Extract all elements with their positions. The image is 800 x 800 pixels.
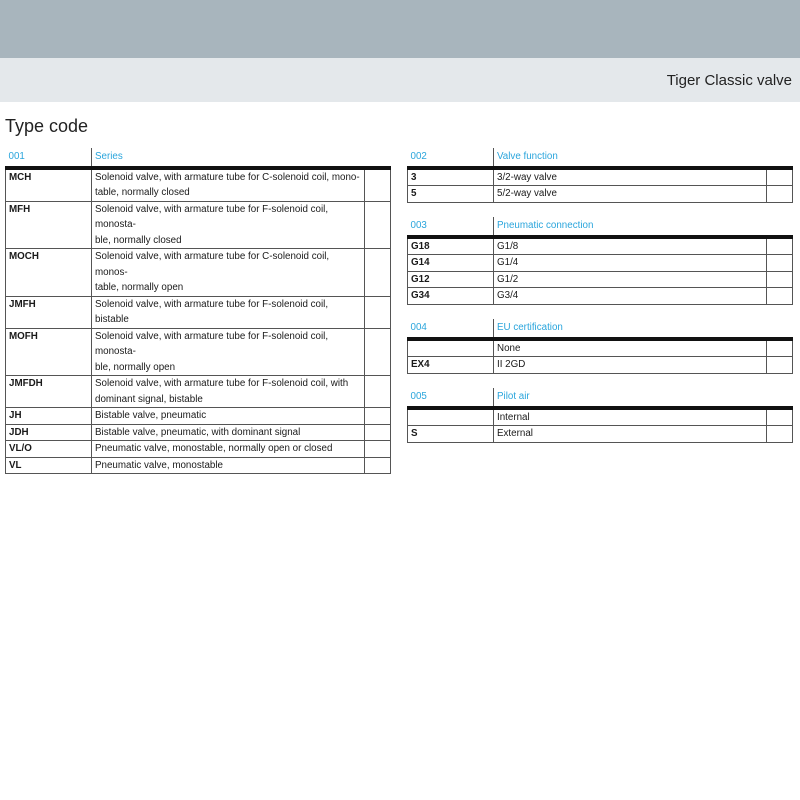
selection-cell: [365, 168, 391, 202]
code-cell: [408, 408, 494, 426]
table-valve-function: [407, 148, 793, 203]
table-heading: Valve function: [494, 148, 793, 168]
selection-cell: [365, 328, 391, 376]
section-title: Type code: [5, 116, 89, 136]
table-row: [6, 457, 391, 474]
table-header-row: [6, 148, 391, 168]
code-cell: JMFDH: [6, 376, 92, 408]
table-row: [408, 255, 793, 272]
table-row: [6, 249, 391, 297]
table-row: [6, 424, 391, 441]
table-heading: Series: [92, 148, 391, 168]
selection-cell: [767, 186, 793, 203]
description-cell: None: [494, 339, 767, 357]
description-cell: Solenoid valve, with armature tube for F-solenoid coil, with dominant signal, bistable: [92, 376, 365, 408]
table-row: [6, 328, 391, 376]
table-heading: Pneumatic connection: [494, 217, 793, 237]
description-cell: External: [494, 426, 767, 443]
selection-cell: [767, 339, 793, 357]
code-cell: [408, 339, 494, 357]
table-number: 003: [408, 217, 494, 237]
selection-cell: [767, 288, 793, 305]
selection-cell: [365, 424, 391, 441]
description-cell: II 2GD: [494, 357, 767, 374]
selection-cell: [365, 457, 391, 474]
code-cell: G18: [408, 237, 494, 255]
table-row: [408, 357, 793, 374]
table-header-row: [408, 217, 793, 237]
description-cell: G1/4: [494, 255, 767, 272]
selection-cell: [767, 357, 793, 374]
selection-cell: [767, 255, 793, 272]
description-cell: Solenoid valve, with armature tube for F-solenoid coil, monosta- ble, normally closed: [92, 201, 365, 249]
table-row: [6, 168, 391, 202]
table-number: 004: [408, 319, 494, 339]
table-row: [408, 168, 793, 186]
selection-cell: [365, 441, 391, 458]
code-cell: VL/O: [6, 441, 92, 458]
table-row: [6, 201, 391, 249]
description-cell: Internal: [494, 408, 767, 426]
selection-cell: [365, 296, 391, 328]
table-number: 001: [6, 148, 92, 168]
table-header-row: [408, 148, 793, 168]
selection-cell: [767, 271, 793, 288]
code-cell: VL: [6, 457, 92, 474]
code-cell: 3: [408, 168, 494, 186]
selection-cell: [365, 408, 391, 425]
code-cell: G14: [408, 255, 494, 272]
table-row: [408, 288, 793, 305]
document-title: Tiger Classic valve: [666, 72, 792, 89]
description-cell: G1/8: [494, 237, 767, 255]
code-cell: MCH: [6, 168, 92, 202]
code-cell: G12: [408, 271, 494, 288]
code-cell: 5: [408, 186, 494, 203]
table-number: 002: [408, 148, 494, 168]
code-cell: JDH: [6, 424, 92, 441]
code-cell: EX4: [408, 357, 494, 374]
top-banner: [0, 0, 800, 58]
table-pneumatic-connection: [407, 217, 793, 305]
table-series: [5, 148, 391, 474]
code-cell: S: [408, 426, 494, 443]
description-cell: Solenoid valve, with armature tube for C-solenoid coil, monos- table, normally open: [92, 249, 365, 297]
code-cell: MOCH: [6, 249, 92, 297]
table-row: [6, 408, 391, 425]
table-row: [6, 376, 391, 408]
selection-cell: [767, 408, 793, 426]
description-cell: 3/2-way valve: [494, 168, 767, 186]
selection-cell: [767, 237, 793, 255]
selection-cell: [767, 426, 793, 443]
table-header-row: [408, 319, 793, 339]
table-row: [408, 186, 793, 203]
table-pilot-air: [407, 388, 793, 443]
code-cell: G34: [408, 288, 494, 305]
table-row: [408, 271, 793, 288]
description-cell: G1/2: [494, 271, 767, 288]
description-cell: Solenoid valve, with armature tube for F-solenoid coil, monosta- ble, normally open: [92, 328, 365, 376]
table-row: [6, 441, 391, 458]
table-header-row: [408, 388, 793, 408]
description-cell: G3/4: [494, 288, 767, 305]
table-heading: EU certification: [494, 319, 793, 339]
table-row: [408, 426, 793, 443]
table-eu-certification: [407, 319, 793, 374]
selection-cell: [767, 168, 793, 186]
table-number: 005: [408, 388, 494, 408]
code-cell: JMFH: [6, 296, 92, 328]
table-heading: Pilot air: [494, 388, 793, 408]
description-cell: Bistable valve, pneumatic, with dominant signal: [92, 424, 365, 441]
selection-cell: [365, 201, 391, 249]
table-row: [408, 237, 793, 255]
table-row: [408, 339, 793, 357]
description-cell: Bistable valve, pneumatic: [92, 408, 365, 425]
selection-cell: [365, 249, 391, 297]
table-row: [408, 408, 793, 426]
selection-cell: [365, 376, 391, 408]
code-cell: MOFH: [6, 328, 92, 376]
description-cell: 5/2-way valve: [494, 186, 767, 203]
description-cell: Pneumatic valve, monostable, normally open or closed: [92, 441, 365, 458]
description-cell: Solenoid valve, with armature tube for F-solenoid coil, bistable: [92, 296, 365, 328]
code-cell: MFH: [6, 201, 92, 249]
code-cell: JH: [6, 408, 92, 425]
table-row: [6, 296, 391, 328]
description-cell: Solenoid valve, with armature tube for C-solenoid coil, mono- table, normally closed: [92, 168, 365, 202]
description-cell: Pneumatic valve, monostable: [92, 457, 365, 474]
